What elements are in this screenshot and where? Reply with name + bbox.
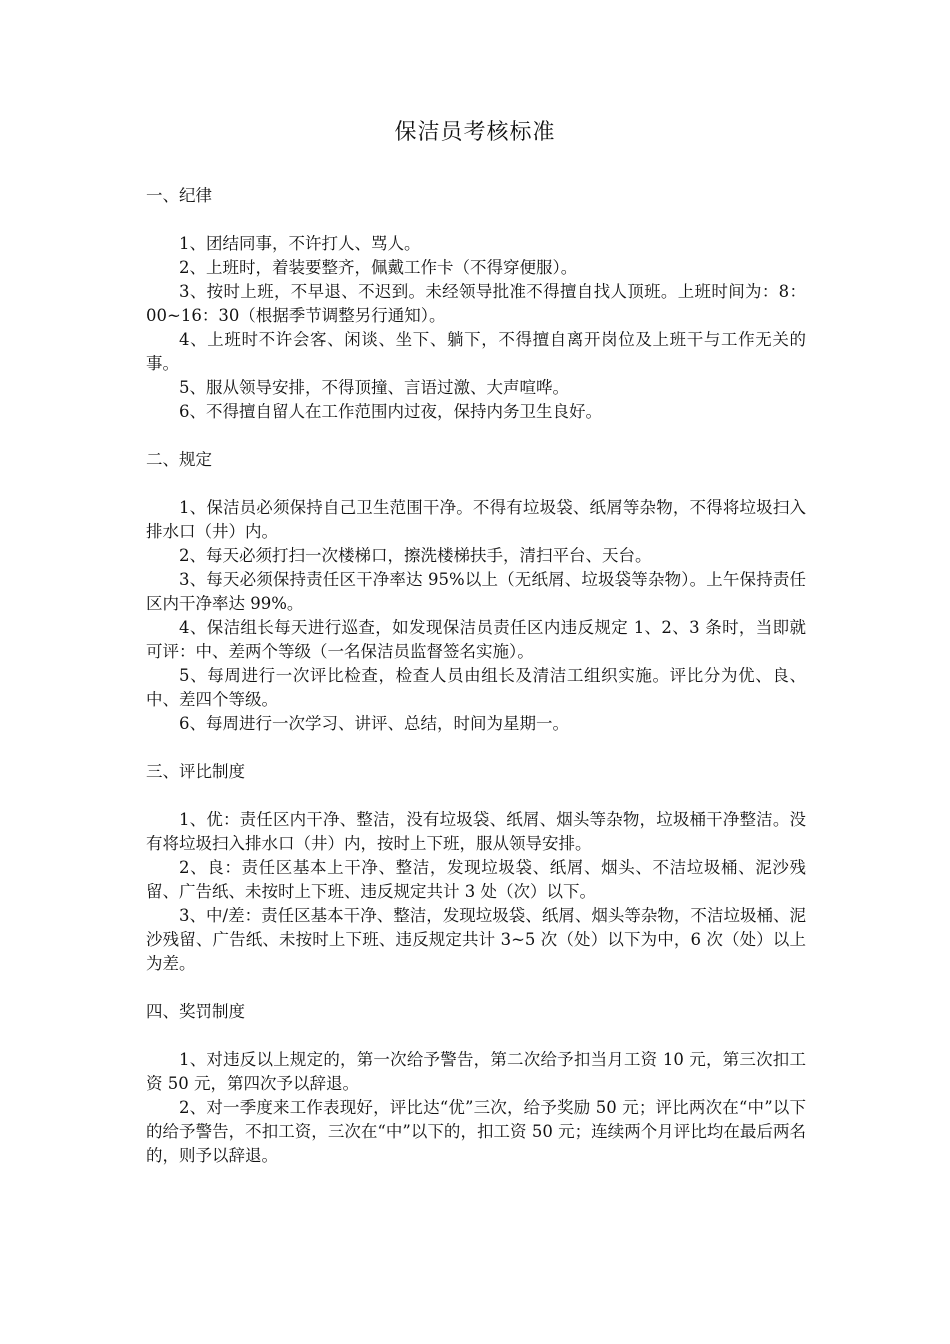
list-item: 2、良：责任区基本上干净、整洁，发现垃圾袋、纸屑、烟头、不洁垃圾桶、泥沙残留、广告纸、未按时上下班、违反规定共计 3 处（次）以下。 [146, 858, 806, 901]
list-item: 6、每周进行一次学习、讲评、总结，时间为星期一。 [179, 714, 569, 733]
section-heading: 二、规定 [146, 450, 212, 469]
section-discipline [146, 184, 806, 424]
section-evaluation [146, 760, 806, 976]
list-item: 3、每天必须保持责任区干净率达 95%以上（无纸屑、垃圾袋等杂物）。上午保持责任区内干净率达 99%。 [146, 570, 806, 613]
section-items [146, 808, 806, 976]
list-item: 5、服从领导安排，不得顶撞、言语过激、大声喧哗。 [179, 378, 569, 397]
section-items [146, 1048, 806, 1168]
section-rewards-penalties [146, 1000, 806, 1168]
section-heading: 三、评比制度 [146, 762, 245, 781]
list-item: 2、上班时，着装要整齐，佩戴工作卡（不得穿便服）。 [179, 258, 578, 277]
section-items [146, 496, 806, 736]
list-item: 3、中/差：责任区基本干净、整洁，发现垃圾袋、纸屑、烟头等杂物，不洁垃圾桶、泥沙残留、广告纸、未按时上下班、违反规定共计 3~5 次（处）以下为中，6 次（处）以上为差。 [146, 906, 806, 973]
section-rules [146, 448, 806, 736]
document-body [146, 184, 806, 1168]
section-heading: 四、奖罚制度 [146, 1002, 245, 1021]
list-item: 3、按时上班，不早退、不迟到。未经领导批准不得擅自找人顶班。上班时间为：8：00~16：30（根据季节调整另行通知）。 [146, 282, 806, 325]
document-title: 保洁员考核标准 [394, 120, 556, 145]
list-item: 2、每天必须打扫一次楼梯口，擦洗楼梯扶手，清扫平台、天台。 [179, 546, 652, 565]
list-item: 1、团结同事，不许打人、骂人。 [179, 234, 421, 253]
list-item: 6、不得擅自留人在工作范围内过夜，保持内务卫生良好。 [179, 402, 602, 421]
list-item: 1、优：责任区内干净、整洁，没有垃圾袋、纸屑、烟头等杂物，垃圾桶干净整洁。没有将垃圾扫入排水口（井）内，按时上下班，服从领导安排。 [146, 810, 806, 853]
list-item: 2、对一季度来工作表现好，评比达“优”三次，给予奖励 50 元；评比两次在“中”以下的给予警告，不扣工资，三次在“中”以下的，扣工资 50 元；连续两个月评比均在最后两名的，则予以辞退。 [146, 1098, 806, 1165]
section-items [146, 232, 806, 424]
list-item: 5、每周进行一次评比检查，检查人员由组长及清洁工组织实施。评比分为优、良、中、差四个等级。 [146, 666, 806, 709]
list-item: 1、对违反以上规定的，第一次给予警告，第二次给予扣当月工资 10 元，第三次扣工资 50 元，第四次予以辞退。 [146, 1050, 806, 1093]
list-item: 4、保洁组长每天进行巡查，如发现保洁员责任区内违反规定 1、2、3 条时，当即就可评：中、差两个等级（一名保洁员监督签名实施）。 [146, 618, 806, 661]
list-item: 1、保洁员必须保持自己卫生范围干净。不得有垃圾袋、纸屑等杂物，不得将垃圾扫入排水口（井）内。 [146, 498, 806, 541]
section-heading: 一、纪律 [146, 186, 212, 205]
list-item: 4、上班时不许会客、闲谈、坐下、躺下，不得擅自离开岗位及上班干与工作无关的事。 [146, 330, 806, 373]
